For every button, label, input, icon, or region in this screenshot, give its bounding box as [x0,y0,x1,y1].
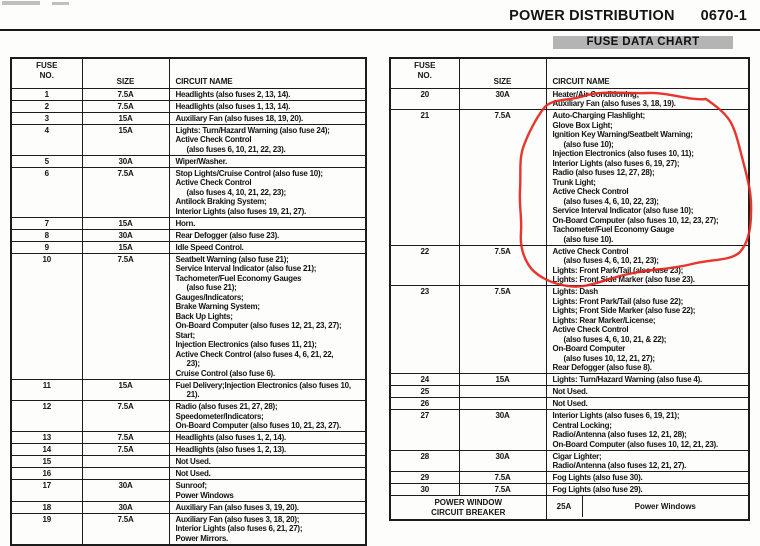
fuse-row [11,456,366,468]
fuse-table-right [389,57,750,521]
fuse-number: 17 [11,480,82,502]
fuse-circuit: Auto-Charging Flashlight; Glove Box Light; Ignition Key Warning/Seatbelt Warning; (also fuse 10); Injection Electronics (also fuses 10, 11); Interior Lights (also fuses 6, 19, 27); Radio (also fuses 12, 27, 28); Trunk Light; Active Check Control (also fuses 4, 6, 10, 22, 23); Service Interval Indicator (also fuse 10); On-Board Computer (also fuses 10, 12, 23, 27); Tachometer/Fuel Economy Gauge (also fuse 10). [546,110,749,246]
fuse-circuit: Headlights (also fuses 1, 2, 13). [169,444,366,456]
fuse-number: 6 [11,167,82,217]
header-rule [0,29,760,31]
fuse-number: 16 [11,468,82,480]
col-header-size: SIZE [459,58,546,88]
fuse-circuit: Lights: Turn/Hazard Warning (also fuse 24); Active Check Control (also fuses 6, 10, 21, 22, 23). [169,124,366,155]
fuse-number: 15 [11,456,82,468]
fuse-size: 15A [82,217,169,229]
fuse-row [390,286,749,374]
fuse-circuit: Radio (also fuses 21, 27, 28); Speedometer/Indicators; On-Board Computer (also fuses 10, 21, 23, 27). [169,401,366,432]
fuse-size: 7.5A [459,245,546,286]
fuse-number: 13 [11,432,82,444]
fuse-circuit: Sunroof; Power Windows [169,480,366,502]
fuse-number: 2 [11,100,82,112]
fuse-number: 29 [390,472,459,484]
table-header-row [11,58,366,88]
fuse-circuit: Heater/Air Conditioning; Auxiliary Fan (also fuses 3, 18, 19). [546,88,749,110]
page-title [509,8,747,24]
col-header-fuse-no: FUSE NO. [11,58,82,88]
fuse-circuit: Fog Lights (also fuse 30). [546,472,749,484]
fuse-circuit: Auxiliary Fan (also fuses 3, 18, 20); Interior Lights (also fuses 6, 21, 27); Power Mirrors. [169,513,366,545]
fuse-size: 15A [82,379,169,401]
fuse-number: 4 [11,124,82,155]
fuse-number: 14 [11,444,82,456]
fuse-size: 30A [459,410,546,451]
fuse-row [390,410,749,451]
fuse-row [390,110,749,246]
fuse-size: 15A [82,124,169,155]
fuse-number: 24 [390,374,459,386]
fuse-circuit: Interior Lights (also fuses 6, 19, 21); Central Locking; Radio/Antenna (also fuses 12, 21, 28); On-Board Computer (also fuses 10, 12, 21, 23). [546,410,749,451]
fuse-size: 7.5A [82,253,169,379]
fuse-size: 30A [459,88,546,110]
fuse-circuit: Active Check Control (also fuses 4, 6, 10, 21, 23); Lights: Front Park/Tail (also fuse 23); Lights: Front Side Marker (also fuse 23). [546,245,749,286]
fuse-row [390,386,749,398]
fuse-row [11,167,366,217]
page-number: 0670-1 [700,8,747,24]
fuse-size: 30A [459,450,546,472]
fuse-size: 7.5A [82,88,169,100]
breaker-size: 25A [547,496,583,517]
fuse-number: 25 [390,386,459,398]
fuse-row [11,379,366,401]
fuse-table-left [10,57,367,546]
fuse-row [11,480,366,502]
fuse-circuit: Horn. [169,217,366,229]
fuse-row [11,468,366,480]
fuse-circuit: Headlights (also fuses 1, 2, 14). [169,432,366,444]
fuse-number: 18 [11,501,82,513]
fuse-row [11,229,366,241]
fuse-number: 28 [390,450,459,472]
fuse-size [82,468,169,480]
fuse-circuit: Auxiliary Fan (also fuses 18, 19, 20). [169,112,366,124]
fuse-size: 7.5A [459,110,546,246]
fuse-circuit: Not Used. [546,386,749,398]
col-header-circuit: CIRCUIT NAME [546,58,749,88]
fuse-row [11,401,366,432]
fuse-size [82,456,169,468]
fuse-row [390,398,749,410]
fuse-size: 15A [82,241,169,253]
fuse-number: 11 [11,379,82,401]
fuse-size [459,386,546,398]
fuse-size: 30A [82,480,169,502]
fuse-circuit: Wiper/Washer. [169,155,366,167]
power-window-breaker-row [390,496,749,521]
fuse-circuit: Seatbelt Warning (also fuse 21); Service Interval Indicator (also fuse 21); Tachometer/Fuel Economy Gauges (also fuse 21); Gauges/Indicators; Brake Warning System; Back Up Lights; On-Board Computer (also fuses 12, 21, 23, 27); Start; Injection Electronics (also fuses 11, 21); Active Check Control (also fuses 4, 6, 21, 22, 23); Cruise Control (also fuse 6). [169,253,366,379]
fuse-circuit: Rear Defogger (also fuse 23). [169,229,366,241]
col-header-size: SIZE [82,58,169,88]
fuse-size: 7.5A [82,432,169,444]
fuse-number: 22 [390,245,459,286]
fuse-circuit: Idle Speed Control. [169,241,366,253]
fuse-size: 7.5A [82,401,169,432]
fuse-number: 21 [390,110,459,246]
fuse-circuit: Not Used. [546,398,749,410]
fuse-row [11,217,366,229]
fuse-number: 26 [390,398,459,410]
fuse-size: 7.5A [82,513,169,545]
fuse-data-chart-banner: FUSE DATA CHART [553,36,733,49]
fuse-circuit: Lights: Dash Lights: Front Park/Tail (also fuse 22); Lights; Front Side Marker (also fuse 22); Lights: Rear Marker/License; Active Check Control (also fuses 4, 6, 10, 21, & 22); On-Board Computer (also fuses 10, 12, 21, 27); Rear Defogger (also fuse 8). [546,286,749,374]
breaker-label: POWER WINDOW CIRCUIT BREAKER [390,496,546,521]
fuse-size: 7.5A [459,472,546,484]
fuse-number: 10 [11,253,82,379]
fuse-size: 15A [459,374,546,386]
fuse-size: 30A [82,501,169,513]
scan-artifact [2,1,40,5]
fuse-size: 7.5A [82,444,169,456]
fuse-size: 30A [82,229,169,241]
fuse-number: 27 [390,410,459,451]
fuse-row [390,245,749,286]
fuse-circuit: Headlights (also fuses 2, 13, 14). [169,88,366,100]
fuse-row [390,374,749,386]
fuse-circuit: Cigar Lighter; Radio/Antenna (also fuses 12, 21, 27). [546,450,749,472]
fuse-circuit: Auxiliary Fan (also fuses 3, 19, 20). [169,501,366,513]
fuse-circuit: Fog Lights (also fuse 29). [546,484,749,496]
fuse-circuit: Lights: Turn/Hazard Warning (also fuse 4). [546,374,749,386]
fuse-row [11,513,366,545]
fuse-row [11,432,366,444]
fuse-circuit: Not Used. [169,468,366,480]
fuse-number: 9 [11,241,82,253]
table-header-row [390,58,749,88]
fuse-size [459,398,546,410]
fuse-size: 7.5A [82,167,169,217]
fuse-number: 20 [390,88,459,110]
fuse-size: 7.5A [459,484,546,496]
fuse-number: 5 [11,155,82,167]
fuse-size: 7.5A [459,286,546,374]
fuse-row [11,88,366,100]
page-title-text: POWER DISTRIBUTION [509,8,675,24]
fuse-circuit: Stop Lights/Cruise Control (also fuse 10); Active Check Control (also fuses 4, 10, 21, 22, 23); Antilock Braking System; Interior Lights (also fuses 19, 21, 27). [169,167,366,217]
fuse-circuit: Fuel Delivery;Injection Electronics (also fuses 10, 21). [169,379,366,401]
fuse-row [390,450,749,472]
fuse-size: 7.5A [82,100,169,112]
fuse-size: 30A [82,155,169,167]
fuse-row [11,100,366,112]
fuse-row [390,484,749,496]
col-header-circuit: CIRCUIT NAME [169,58,366,88]
fuse-number: 7 [11,217,82,229]
fuse-row [11,124,366,155]
fuse-circuit: Not Used. [169,456,366,468]
fuse-row [11,501,366,513]
fuse-row [390,88,749,110]
fuse-row [11,155,366,167]
fuse-row [11,241,366,253]
fuse-number: 23 [390,286,459,374]
fuse-row [11,112,366,124]
fuse-number: 30 [390,484,459,496]
fuse-row [390,472,749,484]
fuse-number: 3 [11,112,82,124]
fuse-row [11,253,366,379]
fuse-number: 1 [11,88,82,100]
col-header-fuse-no: FUSE NO. [390,58,459,88]
fuse-size: 15A [82,112,169,124]
breaker-circuit: Power Windows [634,502,696,511]
fuse-number: 19 [11,513,82,545]
scan-artifact [52,2,69,5]
fuse-number: 12 [11,401,82,432]
fuse-number: 8 [11,229,82,241]
fuse-circuit: Headlights (also fuses 1, 13, 14). [169,100,366,112]
fuse-row [11,444,366,456]
